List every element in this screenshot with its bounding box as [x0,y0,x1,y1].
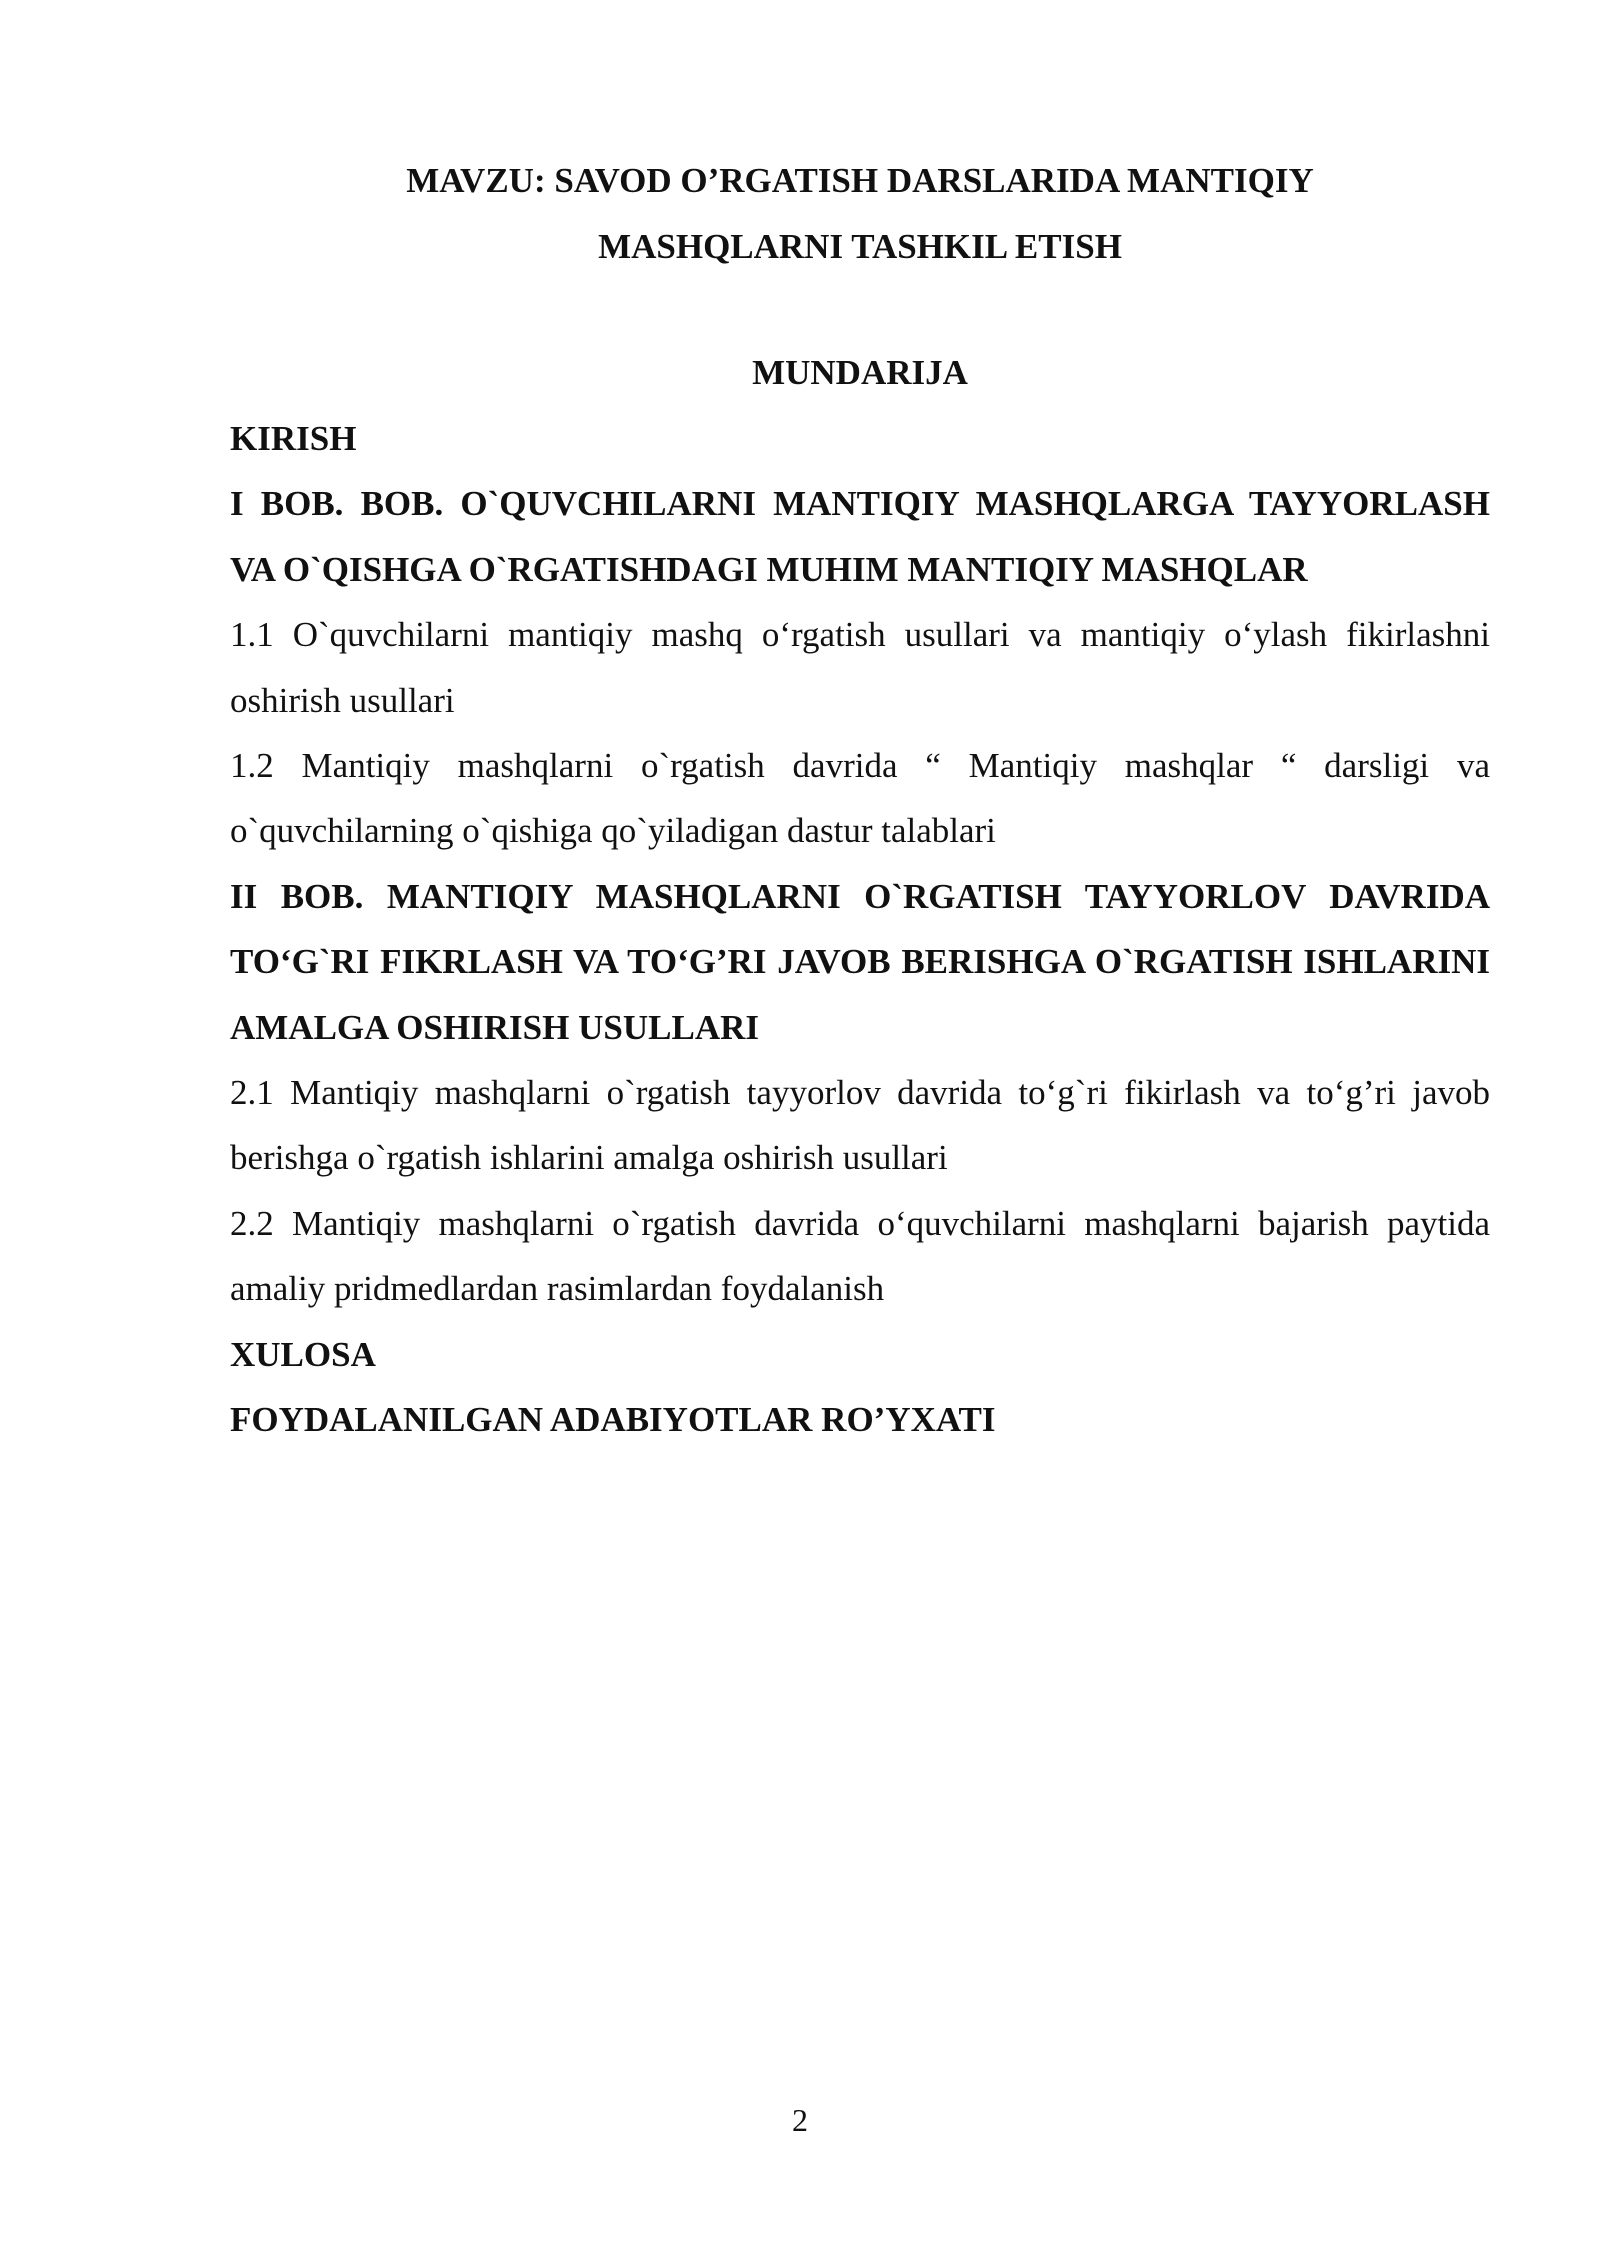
toc-entry-chapter-2: II BOB. MANTIQIY MASHQLARNI O`RGATISH TAYYORLOV DAVRIDA TO‘G`RI FIKRLASH VA TO‘G’RI JAVOB BERISHGA O`RGATISH ISHLARINI AMALGA OSHIRISH USULLARI [230,876,1490,1047]
toc-entry-section-2-1: 2.1 Mantiqiy mashqlarni o`rgatish tayyorlov davrida to‘g`ri fikirlash va to‘g’ri javob berishga o`rgatish ishlarini amalga oshirish usullari [230,1073,1490,1178]
toc-entry-section-2-2: 2.2 Mantiqiy mashqlarni o`rgatish davrida o‘quvchilarni mashqlarni bajarish paytida amaliy pridmedlardan rasimlardan foydalanish [230,1203,1490,1309]
table-of-contents [230,406,1490,1453]
toc-entry-introduction: KIRISH [230,419,357,458]
toc-entry-conclusion: XULOSA [230,1334,376,1374]
page-number: 2 [792,2102,808,2138]
title-line-2: MASHQLARNI TASHKIL ETISH [598,227,1122,266]
toc-heading: MUNDARIJA [752,353,968,392]
toc-entry-section-1-1: 1.1 O`quvchilarni mantiqiy mashq o‘rgatish usullari va mantiqiy o‘ylash fikirlashni oshirish usullari [230,615,1490,720]
title-line-1: MAVZU: SAVOD O’RGATISH DARSLARIDA MANTIQIY [406,161,1314,200]
toc-entry-chapter-1: I BOB. BOB. O`QUVCHILARNI MANTIQIY MASHQLARGA TAYYORLASH VA O`QISHGA O`RGATISHDAGI MUHIM MANTIQIY MASHQLAR [230,484,1490,589]
toc-entry-section-1-2: 1.2 Mantiqiy mashqlarni o`rgatish davrida “ Mantiqiy mashqlar “ darsligi va o`quvchilarning o`qishiga qo`yiladigan dastur talablari [230,746,1490,851]
document-title [230,148,1490,280]
toc-entry-bibliography: FOYDALANILGAN ADABIYOTLAR RO’YXATI [230,1400,996,1440]
